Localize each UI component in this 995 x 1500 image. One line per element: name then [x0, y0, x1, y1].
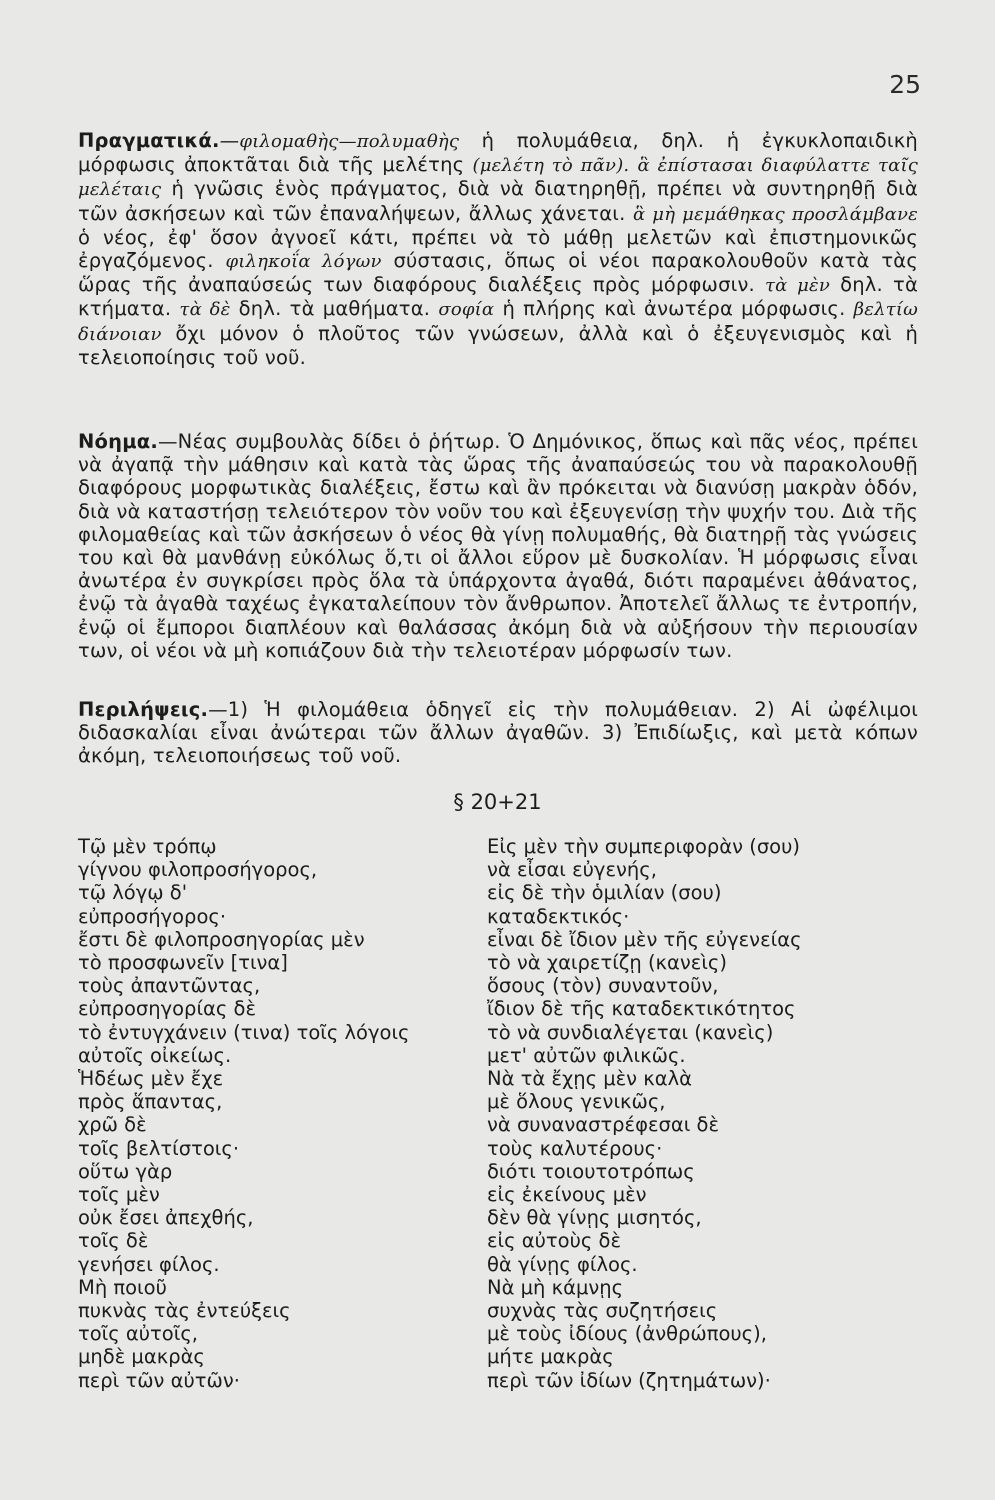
- commentary-text: ὄχι μόνον ὁ πλοῦτος τῶν γνώσεων, ἀλλὰ καὶ ὁ ἐξευγενισμὸς καὶ ἡ τελειοποίησις τοῦ νοῦ.: [78, 321, 918, 369]
- greek-text-line: χρῶ δὲ: [78, 1113, 147, 1137]
- translation-line: μὲ τοὺς ἰδίους (ἀνθρώπους),: [487, 1322, 767, 1346]
- pragmatika-heading: Πραγματικά.: [78, 129, 220, 152]
- greek-text-line: τοῖς μὲν: [78, 1183, 160, 1207]
- translation-line: περὶ τῶν ἰδίων (ζητημάτων)·: [487, 1368, 771, 1392]
- greek-text-line: τοῖς αὐτοῖς,: [78, 1322, 198, 1346]
- translation-line: εἰς ἐκείνους μὲν: [487, 1183, 647, 1207]
- greek-text-line: τὸ ἐντυγχάνειν (τινα) τοῖς λόγοις: [78, 1020, 410, 1044]
- term-phrase: τὰ μὲν: [765, 275, 831, 297]
- greek-text-line: εὐπροσηγορίας δὲ: [78, 997, 257, 1021]
- translation-line: νὰ εἶσαι εὐγενής,: [487, 858, 657, 882]
- translation-line: Νὰ μὴ κάμνῃς: [487, 1275, 624, 1299]
- translation-line: Εἰς μὲν τὴν συμπεριφορὰν (σου): [487, 835, 800, 858]
- perilipseis-body: —1) Ἡ φιλομάθεια ὁδηγεῖ εἰς τὴν πολυμάθειαν. 2) Αἱ ὠφέλιμοι διδασκαλίαι εἶναι ἀνώτεραι τῶν ἄλλων ἀγαθῶν. 3) Ἐπιδίωξις, καὶ μετὰ κόπων ἀκόμη, τελειοποιήσεως τοῦ νοῦ.: [78, 698, 918, 768]
- greek-text-line: τοὺς ἀπαντῶντας,: [78, 974, 261, 998]
- greek-text-line: οὕτω γὰρ: [78, 1159, 173, 1183]
- term-phrase: σοφία: [438, 299, 495, 321]
- term-phrase: τὰ δὲ: [179, 299, 231, 321]
- pragmatika-section: [78, 129, 918, 369]
- commentary-text: ἡ πολυμάθεια, δηλ. ἡ ἐγκυκλοπαιδικὴ μόρφωσις ἀποκτᾶται διὰ τῆς μελέτης: [78, 129, 918, 177]
- noima-section: [78, 430, 918, 662]
- term-phrase: φιληκοΐα λόγων: [225, 251, 382, 273]
- noima-heading: Νόημα.: [78, 430, 158, 453]
- greek-text-line: ἔστι δὲ φιλοπροσηγορίας μὲν: [78, 927, 365, 951]
- section-mark: § 20+21: [453, 790, 542, 814]
- greek-text-line: Ἡδέως μὲν ἔχε: [78, 1067, 224, 1091]
- commentary-text: δηλ. τὰ μαθήματα.: [230, 297, 439, 321]
- commentary-text: [629, 153, 637, 176]
- commentary-text: ἡ γνῶσις ἑνὸς πράγματος, διὰ νὰ διατηρηθῇ, πρέπει νὰ συντηρηθῇ διὰ τῶν ἀσκήσεων καὶ τῶν ἐπαναλήψεων, ἄλλως χάνεται.: [78, 177, 918, 225]
- translation-line: συχνὰς τὰς συζητήσεις: [487, 1299, 718, 1323]
- greek-text-line: μηδὲ μακρὰς: [78, 1345, 205, 1369]
- greek-text-line: πρὸς ἅπαντας,: [78, 1090, 223, 1114]
- translation-line: εἰς αὐτοὺς δὲ: [487, 1229, 621, 1253]
- greek-text-line: τοῖς βελτίστοις·: [78, 1136, 240, 1160]
- translation-line: καταδεκτικός·: [487, 904, 630, 928]
- commentary-text: δηλ. τὰ κτήματα.: [78, 273, 918, 321]
- translation-line: μετ' αὐτῶν φιλικῶς.: [487, 1043, 686, 1067]
- pragmatika-body: [78, 129, 918, 369]
- translation-line: τὸ νὰ χαιρετίζῃ (κανεὶς): [487, 951, 727, 975]
- term-phrase: (μελέτη τὸ πᾶν).: [472, 155, 630, 177]
- term-phrase: ἃ ἐπίστασαι διαφύλαττε ταῖς μελέταις: [78, 155, 919, 201]
- translation-line: ἴδιον δὲ τῆς καταδεκτικότητος: [487, 997, 796, 1021]
- page-number: 25: [889, 70, 921, 99]
- commentary-text: σύστασις, ὅπως οἱ νέοι παρακολουθοῦν κατὰ τὰς ὥρας τῆς ἀναπαύσεώς των διαφόρους διαλέξεις πρὸς μόρφωσιν.: [78, 249, 918, 297]
- commentary-text: —: [219, 129, 240, 152]
- translation-line: νὰ συναναστρέφεσαι δὲ: [487, 1113, 719, 1137]
- translation-line: θὰ γίνῃς φίλος.: [487, 1252, 638, 1276]
- greek-text-line: πυκνὰς τὰς ἐντεύξεις: [78, 1299, 291, 1323]
- greek-text-line: γενήσει φίλος.: [78, 1252, 220, 1276]
- noima-body: —Νέας συμβουλὰς δίδει ὁ ῥήτωρ. Ὁ Δημόνικος, ὅπως καὶ πᾶς νέος, πρέπει νὰ ἀγαπᾷ τὴν μάθησιν καὶ κατὰ τὰς ὥρας τῆς ἀναπαύσεώς του νὰ παρακολουθῇ διαφόρους μορφωτικὰς διαλέξεις, ἔστω καὶ ἂν πρόκειται νὰ διανύσῃ μακρὰν ὁδόν, διὰ νὰ καταστήσῃ τελειότερον τὸν νοῦν του καὶ ἐξευγενίσῃ τὴν ψυχήν του. Διὰ τῆς φιλομαθείας καὶ τῶν ἀσκήσεων ὁ νέος θὰ γίνῃ πολυμαθής, θὰ διατηρῇ τὰς γνώσεις του καὶ θὰ μανθάνῃ εὐκόλως ὅ,τι οἱ ἄλλοι εὕρον μὲ δυσκολίαν. Ἡ μόρφωσις εἶναι ἀνωτέρα ἐν συγκρίσει πρὸς ὅλα τὰ ὑπάρχοντα ἀγαθά, διότι παραμένει ἀθάνατος, ἐνῷ τὰ ἀγαθὰ ταχέως ἐγκαταλείπουν τὸν ἄνθρωπον. Ἀποτελεῖ ἄλλως τε ἐντροπήν, ἐνῷ οἱ ἔμποροι διαπλέουν καὶ θαλάσσας ἀκόμη διὰ νὰ αὐξήσουν τὴν περιουσίαν των, οἱ νέοι νὰ μὴ κοπιάζουν διὰ τὴν τελειοτέραν μόρφωσίν των.: [78, 430, 918, 662]
- translation-line: εἰς δὲ τὴν ὁμιλίαν (σου): [487, 881, 722, 905]
- term-phrase: βελτίω διάνοιαν: [78, 299, 918, 345]
- commentary-text: ἡ πλήρης καὶ ἀνωτέρα μόρφωσις.: [494, 297, 854, 321]
- translation-line: τοὺς καλυτέρους·: [487, 1136, 663, 1160]
- perilipseis-heading: Περιλήψεις.: [78, 698, 209, 721]
- greek-text-line: τῷ λόγῳ δ': [78, 881, 188, 905]
- perilipseis-section: [78, 698, 918, 768]
- translation-line: τὸ νὰ συνδιαλέγεται (κανεὶς): [487, 1020, 774, 1044]
- greek-text-line: τοῖς δὲ: [78, 1229, 149, 1253]
- greek-text-line: Μὴ ποιοῦ: [78, 1275, 167, 1299]
- greek-text-line: οὐκ ἔσει ἀπεχθής,: [78, 1206, 254, 1230]
- translation-line: διότι τοιουτοτρόπως: [487, 1159, 695, 1183]
- translation-column: [487, 835, 927, 1392]
- term-phrase: φιλομαθὴς—πολυμαθὴς: [239, 131, 460, 152]
- translation-line: μήτε μακρὰς: [487, 1345, 614, 1369]
- greek-text-line: Τῷ μὲν τρόπῳ: [78, 835, 217, 858]
- commentary-text: ὁ νέος, ἐφ' ὅσον ἀγνοεῖ κάτι, πρέπει νὰ τὸ μάθῃ μελετῶν καὶ ἐπιστημονικῶς ἐργαζόμενος.: [78, 225, 918, 273]
- greek-text-line: εὐπροσήγορος·: [78, 904, 227, 928]
- greek-text-line: αὐτοῖς οἰκείως.: [78, 1043, 232, 1067]
- translation-line: Νὰ τὰ ἔχῃς μὲν καλὰ: [487, 1067, 693, 1091]
- translation-line: ὅσους (τὸν) συναντοῦν,: [487, 974, 719, 998]
- term-phrase: ἃ μὴ μεμάθηκας προσλάμβανε: [632, 203, 919, 225]
- greek-text-line: περὶ τῶν αὐτῶν·: [78, 1368, 240, 1392]
- greek-text-line: τὸ προσφωνεῖν [τινα]: [78, 951, 288, 975]
- greek-text-column: [78, 835, 478, 1392]
- translation-line: μὲ ὅλους γενικῶς,: [487, 1090, 666, 1114]
- greek-text-line: γίγνου φιλοπροσήγορος,: [78, 858, 318, 882]
- translation-line: εἶναι δὲ ἴδιον μὲν τῆς εὐγενείας: [487, 927, 802, 951]
- translation-line: δὲν θὰ γίνῃς μισητός,: [487, 1206, 702, 1230]
